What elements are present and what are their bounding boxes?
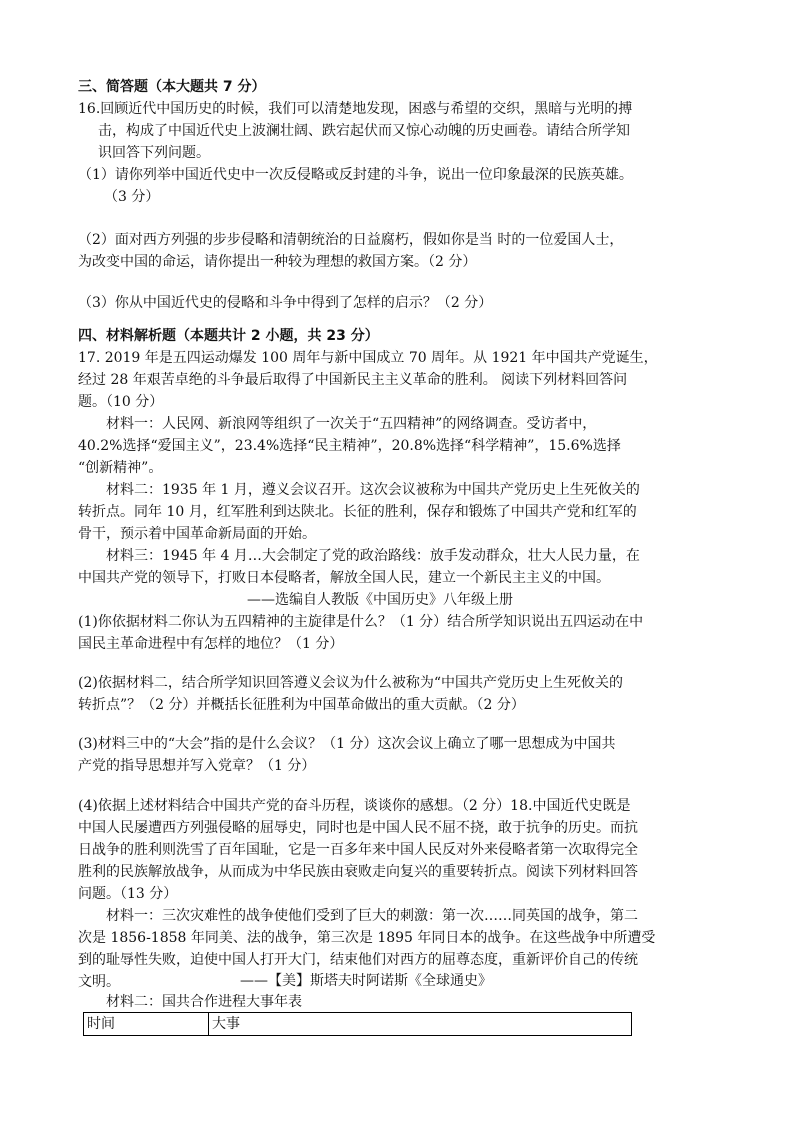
q18-material-1-line-2: 次是 1856-1858 年同美、法的战争，第三次是 1895 年同日本的战争。在这些战争中所遭受 xyxy=(78,930,656,946)
q17-material-1-line-3: “创新精神”。 xyxy=(78,460,163,476)
section-4-heading: 四、材料解析题（本题共计 2 小题，共 23 分） xyxy=(78,328,379,344)
q16-line-3: 识回答下列问题。 xyxy=(98,145,210,161)
q17-question-4-line-1: (4)依据上述材料结合中国共产党的奋斗历程，谈谈你的感想。（2 分）18.中国近代史既是 xyxy=(78,798,631,814)
q18-material-2-title: 材料二：国共合作进程大事年表 xyxy=(106,994,302,1010)
q17-material-1-line-2: 40.2%选择“爱国主义”，23.4%选择“民主精神”，20.8%选择“科学精神”，15.6%选择 xyxy=(78,438,621,454)
q18-material-1-line-3: 到的耻辱性失败，迫使中国人打开大门，结束他们对西方的屈尊态度，重新评价自己的传统 xyxy=(78,952,638,968)
q16-line-2: 击，构成了中国近代史上波澜壮阔、跌宕起伏而又惊心动魄的历史画卷。请结合所学知 xyxy=(98,123,630,139)
q17-intro-line-1: 17. 2019 年是五四运动爆发 100 周年与新中国成立 70 周年。从 1921 年中国共产党诞生， xyxy=(78,350,658,366)
q16-sub2-line-1: （2）面对西方列强的步步侵略和清朝统治的日益腐朽，假如你是当 时的一位爱国人士， xyxy=(78,232,624,248)
q16-sub1-line-1: （1）请你列举中国近代史中一次反侵略或反封建的斗争，说出一位印象最深的民族英雄。 xyxy=(78,167,633,183)
q17-question-1-line-1: (1)你依据材料二你认为五四精神的主旋律是什么？（1 分）结合所学知识说出五四运动在中 xyxy=(78,614,644,630)
q17-question-3-line-2: 产党的指导思想并写入党章？（1 分） xyxy=(78,758,316,774)
q17-question-2-line-1: (2)依据材料二，结合所学知识回答遵义会议为什么被称为“中国共产党历史上生死攸关的 xyxy=(78,675,623,691)
q17-intro-line-3: 题。（10 分） xyxy=(78,394,164,410)
q17-material-2-line-3: 骨干，预示着中国革命新局面的开始。 xyxy=(78,526,316,542)
q17-question-4-line-3: 日战争的胜利则洗雪了百年国耻，它是一百多年来中国人民反对外来侵略者第一次取得完全 xyxy=(78,842,638,858)
q17-question-4-line-2: 中国人民屡遭西方列强侵略的屈辱史，同时也是中国人民不屈不挠，敢于抗争的历史。而抗 xyxy=(78,820,638,836)
q17-material-1-line-1: 材料一：人民网、新浪网等组织了一次关于“五四精神”的网络调查。受访者中， xyxy=(106,416,597,432)
q17-question-4-line-4: 胜利的民族解放战争，从而成为中华民族由衰败走向复兴的重要转折点。阅读下列材料回答 xyxy=(78,864,638,880)
section-3-heading: 三、简答题（本大题共 7 分） xyxy=(78,79,266,95)
q16-line-1: 16.回顾近代中国历史的时候，我们可以清楚地发现，困惑与希望的交织，黑暗与光明的搏 xyxy=(78,101,633,117)
q18-source: ——【美】斯塔夫时阿诺斯《全球通史》 xyxy=(240,973,492,989)
q17-question-4-line-5: 问题。（13 分） xyxy=(78,886,178,902)
q17-source: ——选编自人教版《中国历史》八年级上册 xyxy=(247,592,513,608)
q17-material-3-line-1: 材料三：1945 年 4 月…大会制定了党的政治路线：放手发动群众，壮大人民力量，在 xyxy=(106,548,640,564)
table-header-row xyxy=(84,1013,632,1036)
q17-material-3-line-2: 中国共产党的领导下，打败日本侵略者，解放全国人民，建立一个新民主主义的中国。 xyxy=(78,570,610,586)
table-header-time: 时间 xyxy=(84,1013,209,1036)
q17-material-2-line-1: 材料二：1935 年 1 月，遵义会议召开。这次会议被称为中国共产党历史上生死攸关的 xyxy=(106,482,640,498)
table-header-event: 大事 xyxy=(209,1013,632,1036)
timeline-table xyxy=(83,1012,632,1036)
q17-question-1-line-2: 国民主革命进程中有怎样的地位？（1 分） xyxy=(78,636,344,652)
q18-material-1-line-4: 文明。 xyxy=(78,974,120,990)
q17-intro-line-2: 经过 28 年艰苦卓绝的斗争最后取得了中国新民主主义革命的胜利。 阅读下列材料回答问 xyxy=(78,372,628,388)
q16-sub2-line-2: 为改变中国的命运，请你提出一种较为理想的救国方案。（2 分） xyxy=(78,254,477,270)
q16-sub3: （3）你从中国近代史的侵略和斗争中得到了怎样的启示？（2 分） xyxy=(78,295,493,311)
q17-material-2-line-2: 转折点。同年 10 月，红军胜利到达陕北。长征的胜利，保存和锻炼了中国共产党和红军的 xyxy=(78,504,637,520)
q16-sub1-line-2: （3 分） xyxy=(104,189,160,205)
q17-question-3-line-1: (3)材料三中的“大会”指的是什么会议？（1 分）这次会议上确立了哪一思想成为中国共 xyxy=(78,736,616,752)
q17-question-2-line-2: 转折点”？（2 分）并概括长征胜利为中国革命做出的重大贡献。（2 分） xyxy=(78,697,525,713)
q18-material-1-line-1: 材料一：三次灾难性的战争使他们受到了巨大的刺激：第一次……同英国的战争，第二 xyxy=(106,908,638,924)
